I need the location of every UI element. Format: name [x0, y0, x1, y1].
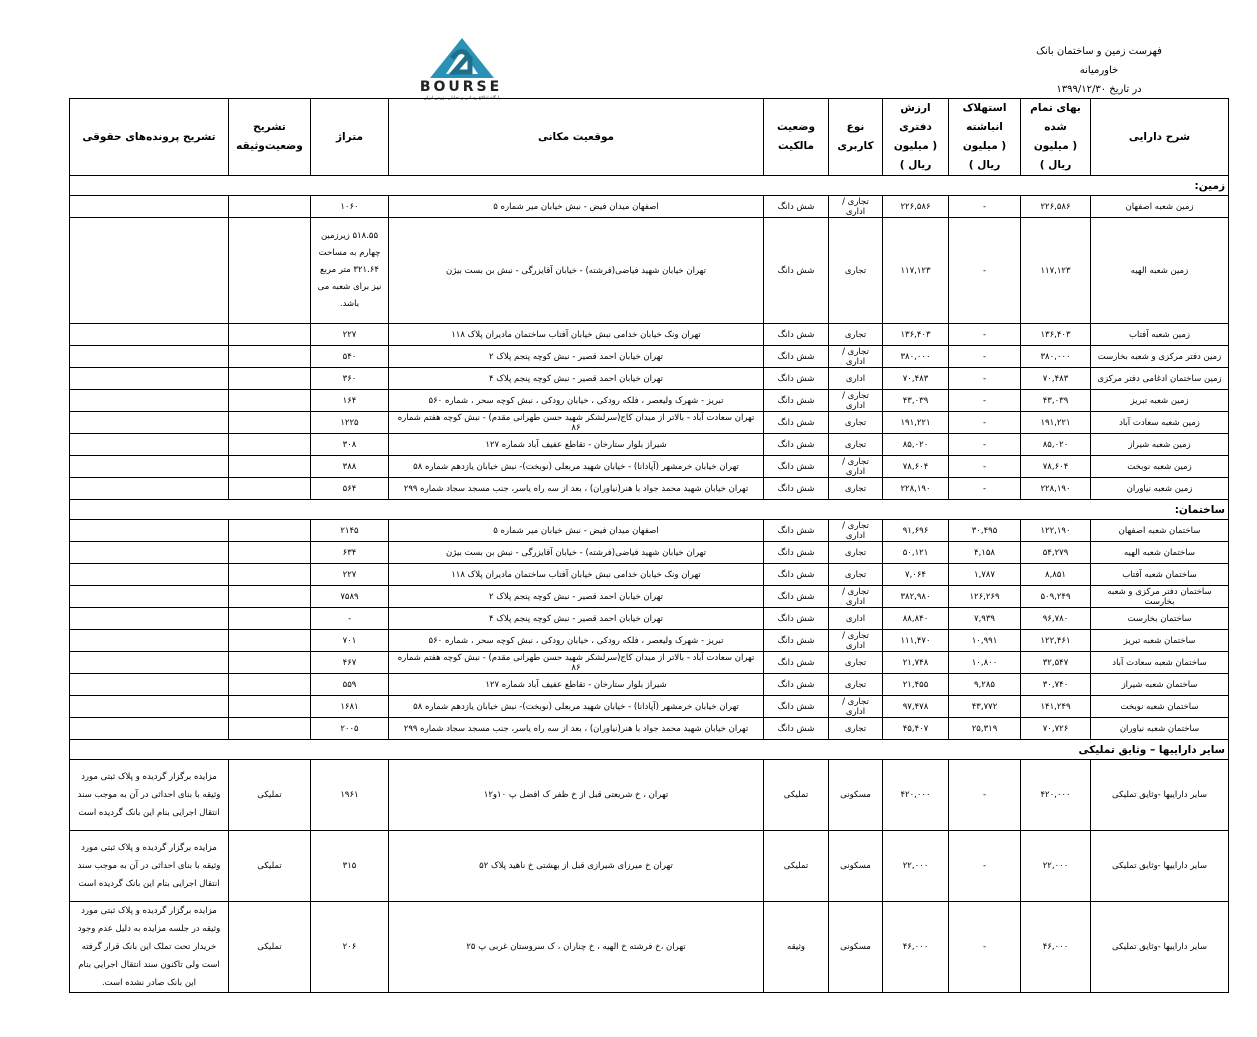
cost-value-cell: ۱۹۱,۲۲۱ [1021, 412, 1091, 434]
depreciation-value-cell: ۳۰,۴۹۵ [949, 520, 1021, 542]
logo-tagline: پایگاه اطلاع رسانی و تحلیلی بورس ایران [423, 96, 501, 101]
cost-value-cell: ۷۰,۷۲۶ [1021, 718, 1091, 740]
asset-description-cell: سایر داراییها -وثایق تملیکی [1091, 902, 1229, 993]
collateral-status-cell [229, 218, 311, 324]
col-header-collateral: تشریح وضعیت‌وثیقه [229, 99, 311, 176]
legal-description-cell [70, 412, 229, 434]
book-value-cell: ۲۱,۴۵۵ [883, 674, 949, 696]
book-value-cell: ۳۸۲,۹۸۰ [883, 586, 949, 608]
col-header-description: شرح دارایی [1091, 99, 1229, 176]
ownership-status-cell: شش دانگ [764, 674, 829, 696]
book-value-cell: ۴۵,۴۰۷ [883, 718, 949, 740]
location-cell: تهران خیابان احمد قصیر - نبش کوچه پنجم پلاک ۴ [389, 368, 764, 390]
logo-brand-text: BOURSE [419, 79, 503, 95]
depreciation-value-cell: - [949, 390, 1021, 412]
book-value-cell: ۸۸,۸۴۰ [883, 608, 949, 630]
asset-description-cell: زمین ساختمان ادغامی دفتر مرکزی [1091, 368, 1229, 390]
book-value-cell: ۴۲۰,۰۰۰ [883, 760, 949, 831]
area-cell: ۱۶۴ [311, 390, 389, 412]
collateral-status-cell [229, 196, 311, 218]
legal-description-cell [70, 652, 229, 674]
usage-type-cell: تجاری [829, 478, 883, 500]
asset-description-cell: ساختمان شعبه سعادت آباد [1091, 652, 1229, 674]
legal-description-cell [70, 696, 229, 718]
collateral-status-cell [229, 456, 311, 478]
depreciation-value-cell: ۴۳,۷۷۲ [949, 696, 1021, 718]
section-title: ساختمان: [70, 500, 1229, 520]
collateral-status-cell [229, 652, 311, 674]
depreciation-value-cell: - [949, 434, 1021, 456]
area-cell: ۱۲۲۵ [311, 412, 389, 434]
location-cell: تهران ونک خیابان خدامی نبش خیابان آفتاب ساختمان مادیران پلاک ۱۱۸ [389, 564, 764, 586]
table-row [70, 831, 1229, 902]
depreciation-value-cell: - [949, 324, 1021, 346]
collateral-status-cell [229, 346, 311, 368]
book-value-cell: ۷۰,۴۸۳ [883, 368, 949, 390]
book-value-cell: ۵۰,۱۲۱ [883, 542, 949, 564]
ownership-status-cell: شش دانگ [764, 368, 829, 390]
asset-description-cell: زمین شعبه نیاوران [1091, 478, 1229, 500]
area-cell: ۳۱۵ [311, 831, 389, 902]
depreciation-value-cell: - [949, 346, 1021, 368]
bourse24-triangle-logo-icon [412, 36, 512, 80]
cost-value-cell: ۱۲۲,۱۹۰ [1021, 520, 1091, 542]
area-cell: ۲۰۶ [311, 902, 389, 993]
ownership-status-cell: شش دانگ [764, 696, 829, 718]
col-header-area: متراژ [311, 99, 389, 176]
ownership-status-cell: شش دانگ [764, 478, 829, 500]
location-cell: تهران خیابان شهید محمد جواد با هنر(نیاوران) ، بعد از سه راه یاسر، جنب مسجد سجاد شماره ۲۹۹ [389, 478, 764, 500]
book-value-cell: ۴۶,۰۰۰ [883, 902, 949, 993]
location-cell: تهران خیابان احمد قصیر - نبش کوچه پنجم پلاک ۲ [389, 586, 764, 608]
usage-type-cell: مسکونی [829, 760, 883, 831]
legal-description-cell [70, 520, 229, 542]
table-row [70, 412, 1229, 434]
usage-type-cell: اداری [829, 608, 883, 630]
area-cell: ۳۰۸ [311, 434, 389, 456]
area-cell: ۴۶۷ [311, 652, 389, 674]
book-value-cell: ۱۱۱,۴۷۰ [883, 630, 949, 652]
ownership-status-cell: شش دانگ [764, 218, 829, 324]
legal-description-cell [70, 456, 229, 478]
book-value-cell: ۷,۰۶۴ [883, 564, 949, 586]
legal-description-cell [70, 434, 229, 456]
col-header-cost: بهای تمام شده ( میلیون ریال ) [1021, 99, 1091, 176]
area-cell: ۶۳۴ [311, 542, 389, 564]
legal-description-cell [70, 586, 229, 608]
assets-table [69, 98, 1229, 993]
cost-value-cell: ۸۵,۰۲۰ [1021, 434, 1091, 456]
area-cell: ۵۵۹ [311, 674, 389, 696]
asset-description-cell: زمین شعبه اصفهان [1091, 196, 1229, 218]
collateral-status-cell [229, 390, 311, 412]
collateral-status-cell [229, 696, 311, 718]
book-value-cell: ۲۱,۷۴۸ [883, 652, 949, 674]
legal-description-cell [70, 346, 229, 368]
collateral-status-cell [229, 586, 311, 608]
area-cell: ۷۰۱ [311, 630, 389, 652]
depreciation-value-cell: - [949, 412, 1021, 434]
depreciation-value-cell: - [949, 902, 1021, 993]
col-header-ownership: وضعیت مالکیت [764, 99, 829, 176]
table-row [70, 718, 1229, 740]
location-cell: اصفهان میدان فیض - نبش خیابان میر شماره ۵ [389, 520, 764, 542]
legal-description-cell [70, 218, 229, 324]
location-cell: تهران خیابان خرمشهر (آپادانا) - خیابان شهید مربعلی (نوبخت)- نبش خیابان یازدهم شماره ۵۸ [389, 456, 764, 478]
collateral-status-cell [229, 608, 311, 630]
asset-description-cell: زمین شعبه آفتاب [1091, 324, 1229, 346]
area-cell: ۵۶۴ [311, 478, 389, 500]
collateral-status-cell [229, 478, 311, 500]
depreciation-value-cell: - [949, 196, 1021, 218]
usage-type-cell: اداری [829, 368, 883, 390]
asset-description-cell: ساختمان شعبه شیراز [1091, 674, 1229, 696]
asset-description-cell: ساختمان شعبه الهیه [1091, 542, 1229, 564]
location-cell: تهران خیابان احمد قصیر - نبش کوچه پنجم پلاک ۲ [389, 346, 764, 368]
area-cell: ۷۵۸۹ [311, 586, 389, 608]
area-cell: ۱۶۸۱ [311, 696, 389, 718]
collateral-status-cell [229, 434, 311, 456]
area-cell: ۲۰۰۵ [311, 718, 389, 740]
cost-value-cell: ۸,۸۵۱ [1021, 564, 1091, 586]
cost-value-cell: ۷۰,۴۸۳ [1021, 368, 1091, 390]
location-cell: تهران سعادت آباد - بالاتر از میدان کاج(سرلشکر شهید حسن طهرانی مقدم) - نبش کوچه هفتم شماره ۸۶ [389, 412, 764, 434]
asset-description-cell: ساختمان شعبه آفتاب [1091, 564, 1229, 586]
asset-description-cell: زمین شعبه نوبخت [1091, 456, 1229, 478]
table-row [70, 368, 1229, 390]
book-value-cell: ۱۳۶,۴۰۳ [883, 324, 949, 346]
book-value-cell: ۴۳,۰۳۹ [883, 390, 949, 412]
location-cell: شیراز بلوار ستارخان - تقاطع عفیف آباد شماره ۱۲۷ [389, 434, 764, 456]
asset-description-cell: ساختمان بخارست [1091, 608, 1229, 630]
legal-description-cell [70, 564, 229, 586]
collateral-status-cell: تملیکی [229, 760, 311, 831]
area-cell: ۲۲۷ [311, 564, 389, 586]
area-cell: ۵۴۰ [311, 346, 389, 368]
book-value-cell: ۹۷,۴۷۸ [883, 696, 949, 718]
table-row [70, 542, 1229, 564]
table-row [70, 760, 1229, 831]
usage-type-cell: تجاری [829, 652, 883, 674]
location-cell: اصفهان میدان فیض - نبش خیابان میر شماره ۵ [389, 196, 764, 218]
usage-type-cell: تجاری / اداری [829, 346, 883, 368]
usage-type-cell: تجاری / اداری [829, 390, 883, 412]
area-cell: - [311, 608, 389, 630]
col-header-location: موقعیت مکانی [389, 99, 764, 176]
cost-value-cell: ۱۱۷,۱۲۳ [1021, 218, 1091, 324]
table-row [70, 520, 1229, 542]
cost-value-cell: ۱۳۶,۴۰۳ [1021, 324, 1091, 346]
legal-description-cell: مزایده برگزار گردیده و پلاک ثبتی مورد وثیقه با بنای احداثی در آن به موجب سند انتقال اجرایی بنام این بانک گردیده است [70, 831, 229, 902]
area-cell: ۳۶۰ [311, 368, 389, 390]
table-row [70, 346, 1229, 368]
cost-value-cell: ۴۳,۰۳۹ [1021, 390, 1091, 412]
usage-type-cell: تجاری / اداری [829, 696, 883, 718]
cost-value-cell: ۴۲۰,۰۰۰ [1021, 760, 1091, 831]
cost-value-cell: ۲۲,۰۰۰ [1021, 831, 1091, 902]
document-title: فهرست زمین و ساختمان بانک [1036, 46, 1162, 57]
usage-type-cell: تجاری [829, 324, 883, 346]
asset-description-cell: زمین شعبه تبریز [1091, 390, 1229, 412]
bourse24-logo [412, 36, 512, 106]
usage-type-cell: مسکونی [829, 831, 883, 902]
legal-description-cell [70, 196, 229, 218]
ownership-status-cell: شش دانگ [764, 718, 829, 740]
usage-type-cell: تجاری [829, 564, 883, 586]
collateral-status-cell [229, 412, 311, 434]
cost-value-cell: ۷۸,۶۰۴ [1021, 456, 1091, 478]
legal-description-cell [70, 324, 229, 346]
legal-description-cell [70, 390, 229, 412]
cost-value-cell: ۵۴,۲۷۹ [1021, 542, 1091, 564]
usage-type-cell: تجاری / اداری [829, 196, 883, 218]
depreciation-value-cell: ۲۵,۳۱۹ [949, 718, 1021, 740]
legal-description-cell [70, 674, 229, 696]
depreciation-value-cell: - [949, 456, 1021, 478]
asset-description-cell: زمین شعبه سعادت آباد [1091, 412, 1229, 434]
collateral-status-cell [229, 564, 311, 586]
location-cell: تهران ، خ شریعتی قبل از خ ظفر ک افضل پ ۱۰و۱۲ [389, 760, 764, 831]
table-row [70, 564, 1229, 586]
cost-value-cell: ۹۶,۷۸۰ [1021, 608, 1091, 630]
table-header-row [70, 99, 1229, 176]
usage-type-cell: تجاری [829, 434, 883, 456]
depreciation-value-cell: ۱,۷۸۷ [949, 564, 1021, 586]
table-row [70, 196, 1229, 218]
usage-type-cell: تجاری / اداری [829, 456, 883, 478]
table-row [70, 434, 1229, 456]
cost-value-cell: ۳۰,۷۴۰ [1021, 674, 1091, 696]
legal-description-cell [70, 542, 229, 564]
book-value-cell: ۸۵,۰۲۰ [883, 434, 949, 456]
ownership-status-cell: تملیکی [764, 831, 829, 902]
depreciation-value-cell: ۷,۹۳۹ [949, 608, 1021, 630]
table-row [70, 324, 1229, 346]
collateral-status-cell: تملیکی [229, 902, 311, 993]
usage-type-cell: تجاری / اداری [829, 630, 883, 652]
table-row [70, 608, 1229, 630]
book-value-cell: ۲۲,۰۰۰ [883, 831, 949, 902]
ownership-status-cell: شش دانگ [764, 324, 829, 346]
table-row [70, 586, 1229, 608]
collateral-status-cell [229, 324, 311, 346]
section-title: سایر داراییها – وثایق تملیکی [70, 740, 1229, 760]
ownership-status-cell: شش دانگ [764, 630, 829, 652]
section-title: زمین: [70, 176, 1229, 196]
legal-description-cell [70, 478, 229, 500]
depreciation-value-cell: ۱۰,۸۰۰ [949, 652, 1021, 674]
depreciation-value-cell: - [949, 478, 1021, 500]
ownership-status-cell: شش دانگ [764, 586, 829, 608]
area-cell: ۲۱۴۵ [311, 520, 389, 542]
collateral-status-cell [229, 520, 311, 542]
asset-description-cell: زمین شعبه الهیه [1091, 218, 1229, 324]
location-cell: تهران خیابان احمد قصیر - نبش کوچه پنجم پلاک ۴ [389, 608, 764, 630]
bank-name: خاورمیانه [1079, 65, 1119, 76]
asset-description-cell: ساختمان شعبه تبریز [1091, 630, 1229, 652]
table-row [70, 902, 1229, 993]
ownership-status-cell: شش دانگ [764, 196, 829, 218]
usage-type-cell: مسکونی [829, 902, 883, 993]
collateral-status-cell [229, 368, 311, 390]
book-value-cell: ۷۸,۶۰۴ [883, 456, 949, 478]
book-value-cell: ۲۲۸,۱۹۰ [883, 478, 949, 500]
collateral-status-cell [229, 630, 311, 652]
cost-value-cell: ۳۲,۵۴۷ [1021, 652, 1091, 674]
col-header-depreciation: استهلاک انباشته ( میلیون ریال ) [949, 99, 1021, 176]
location-cell: تهران خیابان شهید فیاضی(فرشته) - خیابان آقایزرگی - نبش بن بست بیژن [389, 218, 764, 324]
legal-description-cell [70, 630, 229, 652]
ownership-status-cell: شش دانگ [764, 412, 829, 434]
depreciation-value-cell: - [949, 368, 1021, 390]
asset-description-cell: سایر داراییها -وثایق تملیکی [1091, 760, 1229, 831]
cost-value-cell: ۵۰۹,۲۴۹ [1021, 586, 1091, 608]
section-header-row [70, 740, 1229, 760]
document-title-block [999, 42, 1199, 99]
col-header-legal: تشریح پرونده‌های حقوقی [70, 99, 229, 176]
cost-value-cell: ۲۲۶,۵۸۶ [1021, 196, 1091, 218]
ownership-status-cell: شش دانگ [764, 456, 829, 478]
ownership-status-cell: شش دانگ [764, 434, 829, 456]
legal-description-cell: مزایده برگزار گردیده و پلاک ثبتی مورد وثیقه با بنای احداثی در آن به موجب سند انتقال اجرایی بنام این بانک گردیده است [70, 760, 229, 831]
legal-description-cell [70, 608, 229, 630]
depreciation-value-cell: ۱۲۶,۲۶۹ [949, 586, 1021, 608]
asset-description-cell: زمین شعبه شیراز [1091, 434, 1229, 456]
collateral-status-cell: تملیکی [229, 831, 311, 902]
location-cell: تهران خ میرزای شیرازی قبل از بهشتی خ ناهید پلاک ۵۲ [389, 831, 764, 902]
table-row [70, 390, 1229, 412]
table-row [70, 652, 1229, 674]
location-cell: تهران ،خ فرشته خ الهیه ، خ چناران ، ک سروستان غربی پ ۲۵ [389, 902, 764, 993]
asset-description-cell: ساختمان شعبه نیاوران [1091, 718, 1229, 740]
ownership-status-cell: شش دانگ [764, 652, 829, 674]
ownership-status-cell: تملیکی [764, 760, 829, 831]
book-value-cell: ۱۹۱,۲۲۱ [883, 412, 949, 434]
table-row [70, 674, 1229, 696]
location-cell: تهران ونک خیابان خدامی نبش خیابان آفتاب ساختمان مادیران پلاک ۱۱۸ [389, 324, 764, 346]
cost-value-cell: ۱۴۱,۲۴۹ [1021, 696, 1091, 718]
depreciation-value-cell: - [949, 218, 1021, 324]
ownership-status-cell: شش دانگ [764, 390, 829, 412]
book-value-cell: ۲۲۶,۵۸۶ [883, 196, 949, 218]
report-date: در تاریخ ۱۳۹۹/۱۲/۳۰ [1056, 84, 1142, 95]
asset-description-cell: ساختمان دفتر مرکزی و شعبه بخارست [1091, 586, 1229, 608]
section-header-row [70, 176, 1229, 196]
legal-description-cell [70, 718, 229, 740]
cost-value-cell: ۱۲۲,۴۶۱ [1021, 630, 1091, 652]
area-cell: ۲۲۷ [311, 324, 389, 346]
depreciation-value-cell: ۱۰,۹۹۱ [949, 630, 1021, 652]
usage-type-cell: تجاری [829, 218, 883, 324]
ownership-status-cell: شش دانگ [764, 520, 829, 542]
ownership-status-cell: شش دانگ [764, 608, 829, 630]
table-row [70, 456, 1229, 478]
location-cell: تبریز - شهرک ولیعصر ، فلکه رودکی ، خیابان رودکی ، نبش کوچه سحر ، شماره ۵۶۰ [389, 630, 764, 652]
table-row [70, 630, 1229, 652]
cost-value-cell: ۲۲۸,۱۹۰ [1021, 478, 1091, 500]
cost-value-cell: ۳۸۰,۰۰۰ [1021, 346, 1091, 368]
location-cell: تهران خیابان شهید محمد جواد با هنر(نیاوران) ، بعد از سه راه یاسر، جنب مسجد سجاد شماره ۲۹۹ [389, 718, 764, 740]
usage-type-cell: تجاری [829, 674, 883, 696]
asset-description-cell: ساختمان شعبه اصفهان [1091, 520, 1229, 542]
area-cell: ۱۹۶۱ [311, 760, 389, 831]
ownership-status-cell: شش دانگ [764, 346, 829, 368]
table-row [70, 696, 1229, 718]
cost-value-cell: ۴۶,۰۰۰ [1021, 902, 1091, 993]
area-cell: ۳۸۸ [311, 456, 389, 478]
book-value-cell: ۱۱۷,۱۲۳ [883, 218, 949, 324]
table-row [70, 478, 1229, 500]
book-value-cell: ۹۱,۶۹۶ [883, 520, 949, 542]
table-row [70, 218, 1229, 324]
ownership-status-cell: شش دانگ [764, 564, 829, 586]
usage-type-cell: تجاری [829, 718, 883, 740]
location-cell: شیراز بلوار ستارخان - تقاطع عفیف آباد شماره ۱۲۷ [389, 674, 764, 696]
collateral-status-cell [229, 542, 311, 564]
location-cell: تهران خیابان خرمشهر (آپادانا) - خیابان شهید مربعلی (نوبخت)- نبش خیابان یازدهم شماره ۵۸ [389, 696, 764, 718]
collateral-status-cell [229, 674, 311, 696]
section-header-row [70, 500, 1229, 520]
usage-type-cell: تجاری / اداری [829, 520, 883, 542]
asset-description-cell: زمین دفتر مرکزی و شعبه بخارست [1091, 346, 1229, 368]
location-cell: تهران سعادت آباد - بالاتر از میدان کاج(سرلشکر شهید حسن طهرانی مقدم) - نبش کوچه هفتم شماره ۸۶ [389, 652, 764, 674]
book-value-cell: ۳۸۰,۰۰۰ [883, 346, 949, 368]
legal-description-cell [70, 368, 229, 390]
depreciation-value-cell: ۹,۲۸۵ [949, 674, 1021, 696]
legal-description-cell: مزایده برگزار گردیده و پلاک ثبتی مورد وثیقه در جلسه مزایده به دلیل عدم وجود خریدار تحت تملک این بانک قرار گرفته است ولی تاکنون سند انتقال اجرایی بنام این بانک صادر نشده است. [70, 902, 229, 993]
area-cell: ۵۱۸.۵۵ زیرزمین چهارم به مساحت ۳۲۱.۶۴ متر مربع نیز برای شعبه می باشد. [311, 218, 389, 324]
asset-description-cell: سایر داراییها -وثایق تملیکی [1091, 831, 1229, 902]
location-cell: تهران خیابان شهید فیاضی(فرشته) - خیابان آقایزرگی - نبش بن بست بیژن [389, 542, 764, 564]
usage-type-cell: تجاری [829, 412, 883, 434]
depreciation-value-cell: - [949, 831, 1021, 902]
col-header-usage: نوع کاربری [829, 99, 883, 176]
asset-description-cell: ساختمان شعبه نوبخت [1091, 696, 1229, 718]
depreciation-value-cell: - [949, 760, 1021, 831]
location-cell: تبریز - شهرک ولیعصر ، فلکه رودکی ، خیابان رودکی ، نبش کوچه سحر ، شماره ۵۶۰ [389, 390, 764, 412]
col-header-book-value: ارزش دفتری ( میلیون ریال ) [883, 99, 949, 176]
usage-type-cell: تجاری [829, 542, 883, 564]
usage-type-cell: تجاری / اداری [829, 586, 883, 608]
collateral-status-cell [229, 718, 311, 740]
ownership-status-cell: وثیقه [764, 902, 829, 993]
ownership-status-cell: شش دانگ [764, 542, 829, 564]
depreciation-value-cell: ۴,۱۵۸ [949, 542, 1021, 564]
area-cell: ۱۰۶۰ [311, 196, 389, 218]
